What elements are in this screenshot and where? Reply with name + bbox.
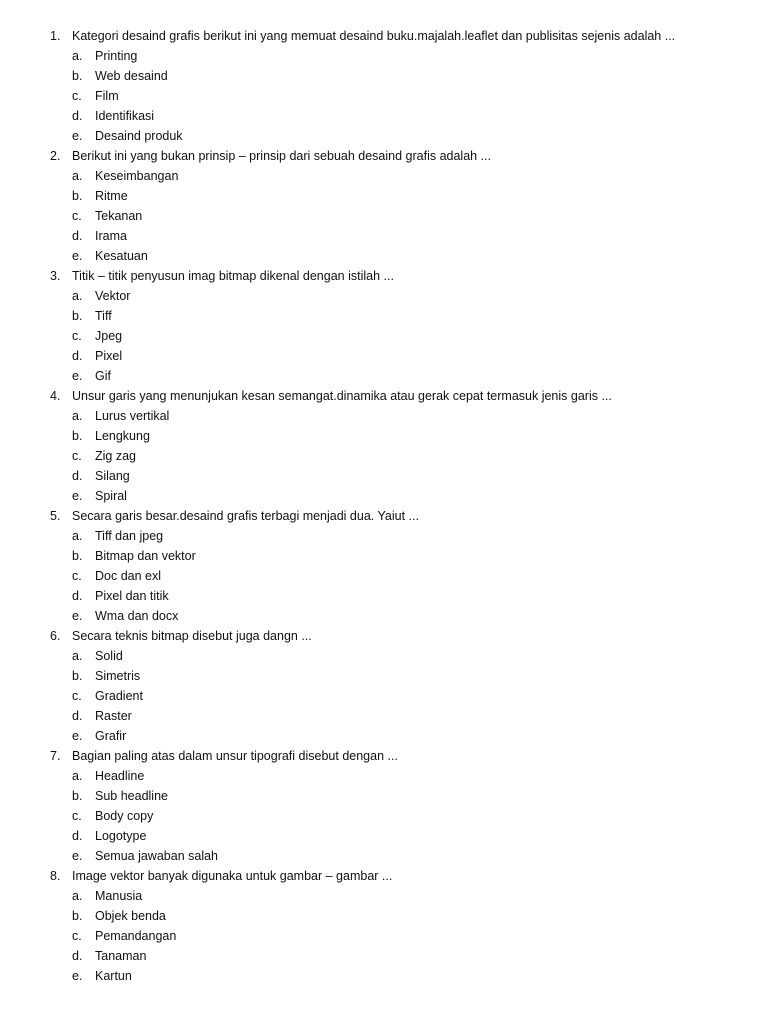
option-text: Wma dan docx bbox=[95, 609, 179, 623]
option-letter: a. bbox=[72, 169, 83, 183]
option-text: Logotype bbox=[95, 829, 147, 843]
option-letter: a. bbox=[72, 289, 83, 303]
answer-option bbox=[0, 286, 768, 306]
option-text: Lengkung bbox=[95, 429, 150, 443]
question-text: Bagian paling atas dalam unsur tipografi disebut dengan ... bbox=[72, 749, 398, 763]
question-number: 8. bbox=[50, 869, 61, 883]
answer-option bbox=[0, 526, 768, 546]
option-text: Identifikasi bbox=[95, 109, 155, 123]
answer-option bbox=[0, 926, 768, 946]
option-letter: b. bbox=[72, 189, 83, 203]
answer-option bbox=[0, 766, 768, 786]
answer-option bbox=[0, 586, 768, 606]
question-line bbox=[0, 386, 768, 406]
question-text: Unsur garis yang menunjukan kesan semangat.dinamika atau gerak cepat termasuk jenis garis ... bbox=[72, 389, 612, 403]
answer-option bbox=[0, 686, 768, 706]
question-line bbox=[0, 266, 768, 286]
question-2 bbox=[0, 146, 768, 266]
option-text: Tiff dan jpeg bbox=[95, 529, 164, 543]
option-text: Desaind produk bbox=[95, 129, 183, 143]
option-text: Objek benda bbox=[95, 909, 166, 923]
option-letter: c. bbox=[72, 209, 82, 223]
option-letter: d. bbox=[72, 349, 83, 363]
option-letter: c. bbox=[72, 809, 82, 823]
option-letter: a. bbox=[72, 529, 83, 543]
option-text: Simetris bbox=[95, 669, 141, 683]
question-text: Image vektor banyak digunaka untuk gambar – gambar ... bbox=[72, 869, 393, 883]
answer-option bbox=[0, 886, 768, 906]
option-text: Jpeg bbox=[95, 329, 123, 343]
question-list bbox=[0, 26, 768, 986]
answer-option bbox=[0, 486, 768, 506]
option-text: Silang bbox=[95, 469, 130, 483]
option-text: Sub headline bbox=[95, 789, 168, 803]
option-letter: d. bbox=[72, 469, 83, 483]
option-letter: d. bbox=[72, 109, 83, 123]
answer-option bbox=[0, 126, 768, 146]
answer-option bbox=[0, 166, 768, 186]
answer-option bbox=[0, 46, 768, 66]
option-text: Tiff bbox=[95, 309, 112, 323]
option-text: Lurus vertikal bbox=[95, 409, 170, 423]
option-letter: a. bbox=[72, 769, 83, 783]
answer-option bbox=[0, 646, 768, 666]
question-6 bbox=[0, 626, 768, 746]
question-number: 3. bbox=[50, 269, 61, 283]
answer-option bbox=[0, 186, 768, 206]
option-letter: b. bbox=[72, 549, 83, 563]
option-letter: c. bbox=[72, 569, 82, 583]
answer-option bbox=[0, 546, 768, 566]
option-text: Web desaind bbox=[95, 69, 168, 83]
option-letter: e. bbox=[72, 489, 83, 503]
option-letter: e. bbox=[72, 609, 83, 623]
question-5 bbox=[0, 506, 768, 626]
option-letter: c. bbox=[72, 89, 82, 103]
question-8 bbox=[0, 866, 768, 986]
question-line bbox=[0, 146, 768, 166]
question-number: 2. bbox=[50, 149, 61, 163]
option-text: Keseimbangan bbox=[95, 169, 179, 183]
option-letter: a. bbox=[72, 49, 83, 63]
option-text: Pixel bbox=[95, 349, 123, 363]
option-letter: c. bbox=[72, 449, 82, 463]
question-text: Titik – titik penyusun imag bitmap dikenal dengan istilah ... bbox=[72, 269, 394, 283]
option-text: Headline bbox=[95, 769, 145, 783]
answer-option bbox=[0, 606, 768, 626]
option-text: Bitmap dan vektor bbox=[95, 549, 196, 563]
option-text: Kesatuan bbox=[95, 249, 148, 263]
option-text: Film bbox=[95, 89, 119, 103]
question-number: 4. bbox=[50, 389, 61, 403]
answer-option bbox=[0, 786, 768, 806]
option-text: Irama bbox=[95, 229, 127, 243]
option-text: Vektor bbox=[95, 289, 131, 303]
option-text: Zig zag bbox=[95, 449, 136, 463]
question-line bbox=[0, 626, 768, 646]
option-letter: b. bbox=[72, 669, 83, 683]
question-text: Secara teknis bitmap disebut juga dangn ... bbox=[72, 629, 312, 643]
option-letter: e. bbox=[72, 849, 83, 863]
option-letter: e. bbox=[72, 249, 83, 263]
answer-option bbox=[0, 946, 768, 966]
option-letter: b. bbox=[72, 909, 83, 923]
option-letter: c. bbox=[72, 689, 82, 703]
option-letter: e. bbox=[72, 369, 83, 383]
question-number: 7. bbox=[50, 749, 61, 763]
option-letter: e. bbox=[72, 969, 83, 983]
option-letter: d. bbox=[72, 949, 83, 963]
option-text: Solid bbox=[95, 649, 123, 663]
option-letter: d. bbox=[72, 229, 83, 243]
option-letter: b. bbox=[72, 429, 83, 443]
option-text: Gif bbox=[95, 369, 111, 383]
answer-option bbox=[0, 366, 768, 386]
answer-option bbox=[0, 426, 768, 446]
answer-option bbox=[0, 706, 768, 726]
answer-option bbox=[0, 406, 768, 426]
option-text: Pemandangan bbox=[95, 929, 177, 943]
question-3 bbox=[0, 266, 768, 386]
answer-option bbox=[0, 566, 768, 586]
answer-option bbox=[0, 346, 768, 366]
option-letter: b. bbox=[72, 789, 83, 803]
answer-option bbox=[0, 966, 768, 986]
question-line bbox=[0, 26, 768, 46]
option-text: Doc dan exl bbox=[95, 569, 162, 583]
question-line bbox=[0, 746, 768, 766]
option-letter: d. bbox=[72, 829, 83, 843]
question-line bbox=[0, 866, 768, 886]
option-text: Raster bbox=[95, 709, 132, 723]
question-7 bbox=[0, 746, 768, 866]
option-letter: a. bbox=[72, 649, 83, 663]
option-text: Semua jawaban salah bbox=[95, 849, 218, 863]
answer-option bbox=[0, 246, 768, 266]
option-text: Pixel dan titik bbox=[95, 589, 169, 603]
option-text: Manusia bbox=[95, 889, 143, 903]
option-letter: e. bbox=[72, 129, 83, 143]
answer-option bbox=[0, 466, 768, 486]
answer-option bbox=[0, 666, 768, 686]
option-letter: d. bbox=[72, 589, 83, 603]
answer-option bbox=[0, 446, 768, 466]
option-text: Tekanan bbox=[95, 209, 143, 223]
option-text: Gradient bbox=[95, 689, 143, 703]
option-text: Grafir bbox=[95, 729, 127, 743]
option-letter: c. bbox=[72, 329, 82, 343]
option-letter: e. bbox=[72, 729, 83, 743]
answer-option bbox=[0, 806, 768, 826]
option-text: Printing bbox=[95, 49, 138, 63]
question-number: 5. bbox=[50, 509, 61, 523]
option-text: Body copy bbox=[95, 809, 154, 823]
answer-option bbox=[0, 846, 768, 866]
answer-option bbox=[0, 726, 768, 746]
answer-option bbox=[0, 86, 768, 106]
option-letter: b. bbox=[72, 69, 83, 83]
answer-option bbox=[0, 226, 768, 246]
option-text: Spiral bbox=[95, 489, 127, 503]
option-letter: a. bbox=[72, 889, 83, 903]
answer-option bbox=[0, 66, 768, 86]
question-line bbox=[0, 506, 768, 526]
answer-option bbox=[0, 326, 768, 346]
answer-option bbox=[0, 906, 768, 926]
option-text: Kartun bbox=[95, 969, 132, 983]
question-text: Berikut ini yang bukan prinsip – prinsip dari sebuah desaind grafis adalah ... bbox=[72, 149, 492, 163]
question-4 bbox=[0, 386, 768, 506]
answer-option bbox=[0, 106, 768, 126]
answer-option bbox=[0, 306, 768, 326]
option-letter: a. bbox=[72, 409, 83, 423]
question-text: Secara garis besar.desaind grafis terbagi menjadi dua. Yaiut ... bbox=[72, 509, 419, 523]
question-number: 1. bbox=[50, 29, 61, 43]
question-text: Kategori desaind grafis berikut ini yang memuat desaind buku.majalah.leaflet dan publisitas sejenis adalah ... bbox=[72, 29, 676, 43]
question-1 bbox=[0, 26, 768, 146]
answer-option bbox=[0, 206, 768, 226]
option-text: Ritme bbox=[95, 189, 128, 203]
option-letter: b. bbox=[72, 309, 83, 323]
option-letter: d. bbox=[72, 709, 83, 723]
option-text: Tanaman bbox=[95, 949, 147, 963]
question-number: 6. bbox=[50, 629, 61, 643]
option-letter: c. bbox=[72, 929, 82, 943]
answer-option bbox=[0, 826, 768, 846]
